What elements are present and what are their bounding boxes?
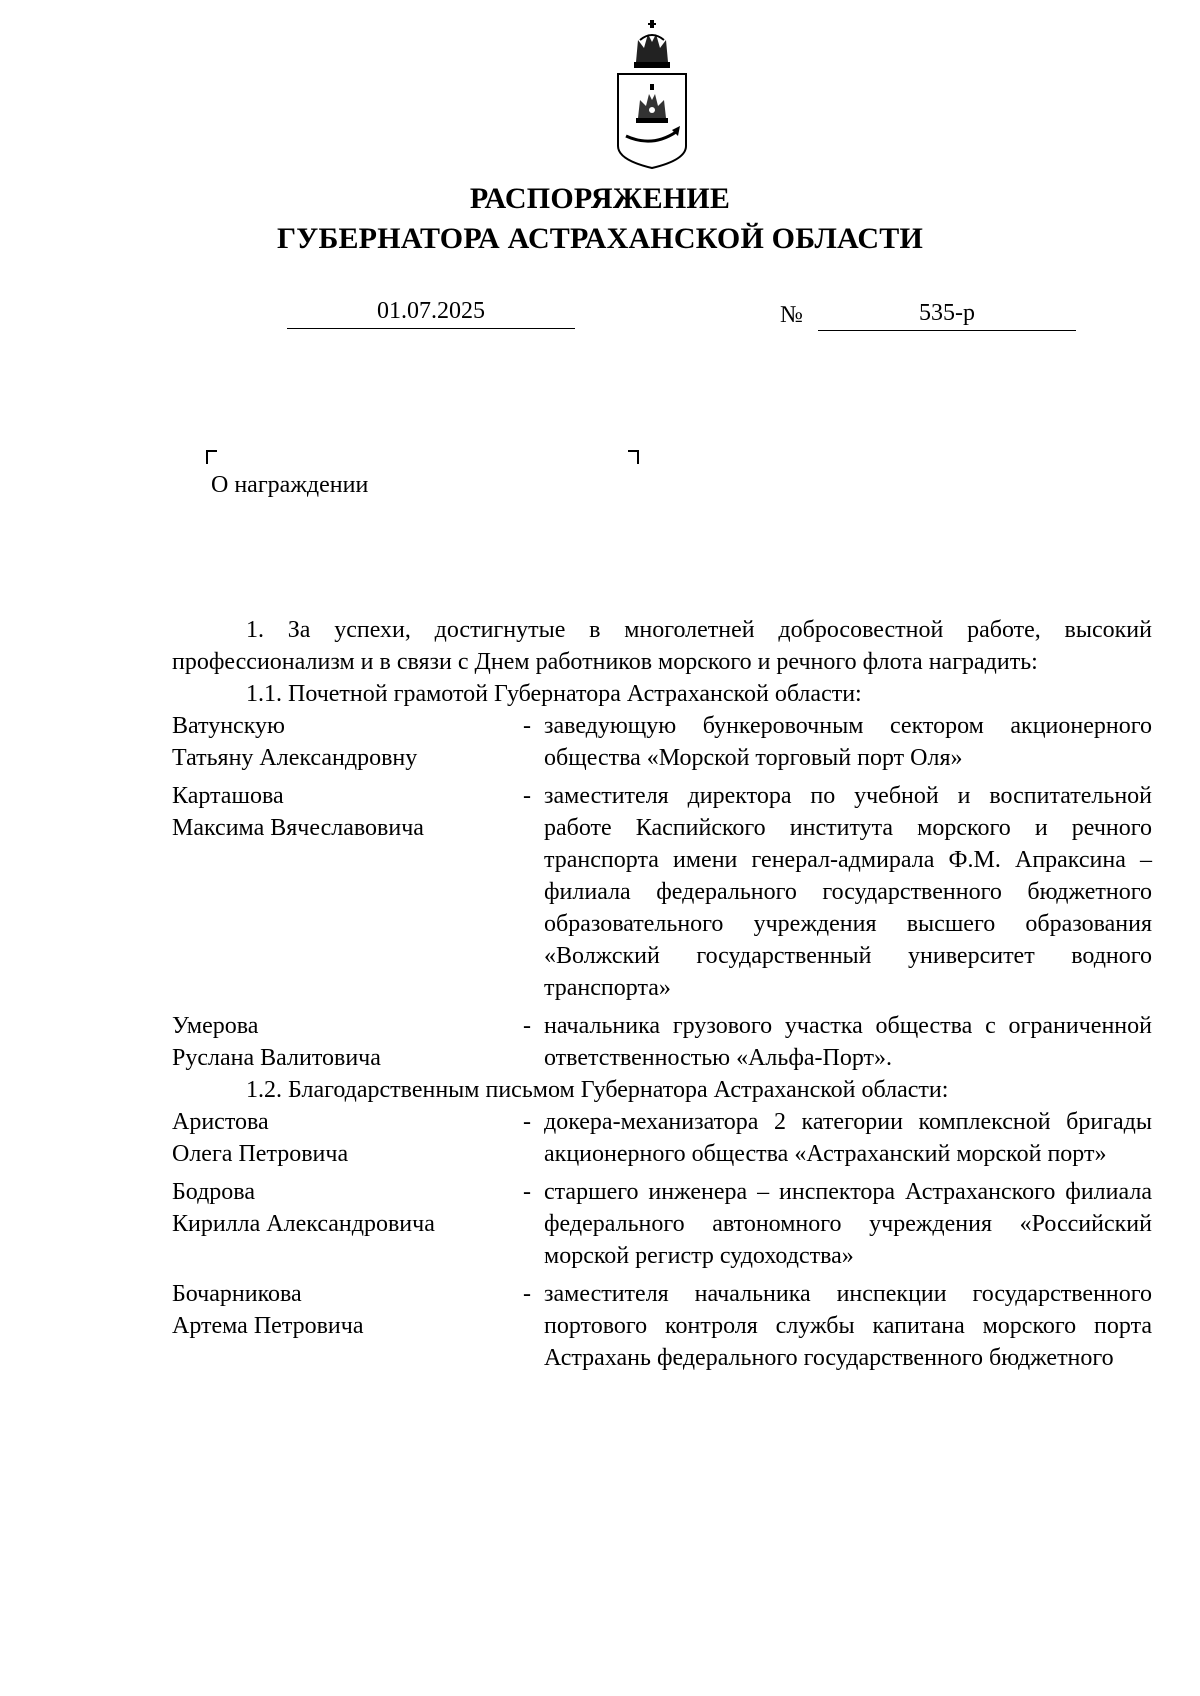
awardee-dash: -: [523, 1179, 531, 1205]
subject-corner-right: [628, 450, 639, 464]
awardee-name: [172, 1106, 510, 1170]
awardee-position: старшего инженера – инспектора Астраханского филиала федерального автономного учреждения «Российский морской регистр судоходства»: [544, 1179, 1152, 1269]
awardee-dash: -: [523, 783, 531, 809]
awardee-dash: -: [523, 1013, 531, 1039]
awardee-position: начальника грузового участка общества с ограниченной ответственностью «Альфа-Порт».: [544, 1013, 1152, 1071]
awardee-position: докера-механизатора 2 категории комплексной бригады акционерного общества «Астраханский морской порт»: [544, 1109, 1152, 1167]
awardee-given-names: Олега Петровича: [172, 1141, 349, 1167]
awardee-dash: -: [523, 1109, 531, 1135]
document-body: [172, 614, 1152, 1374]
awardee-given-names: Максима Вячеславовича: [172, 815, 424, 841]
awardee-row: [172, 1010, 1152, 1074]
awardee-name: [172, 780, 510, 844]
document-number: 535-р: [818, 298, 1076, 331]
subject-corner-left: [206, 450, 217, 464]
awardee-dash: -: [523, 713, 531, 739]
awardee-given-names: Татьяну Александровну: [172, 745, 418, 771]
awardee-position: заведующую бункеровочным сектором акционерного общества «Морской торговый порт Оля»: [544, 713, 1152, 771]
awardee-surname: Аристова: [172, 1109, 269, 1135]
awardee-position: заместителя начальника инспекции государственного портового контроля службы капитана морского порта Астрахань федерального государственного бюджетного: [544, 1281, 1152, 1371]
awardee-row: [172, 1106, 1152, 1170]
awardee-name: [172, 1278, 510, 1342]
awardee-surname: Ватунскую: [172, 713, 285, 739]
awardee-position: заместителя директора по учебной и воспитательной работе Каспийского института морского и речного транспорта имени генерал-адмирала Ф.М. Апраксина – филиала федерального государственного бюджетного образовательного учреждения высшего образования «Волжский государственный университет водного транспорта»: [544, 783, 1152, 1001]
awardee-row: [172, 1176, 1152, 1272]
awardee-name: [172, 1176, 510, 1240]
awardee-name: [172, 710, 510, 774]
number-label: №: [780, 302, 803, 328]
awardee-name: [172, 1010, 510, 1074]
document-title: РАСПОРЯЖЕНИЕ: [469, 182, 731, 215]
section-heading: 1.1. Почетной грамотой Губернатора Астраханской области:: [246, 681, 862, 707]
astrakhan-coat-of-arms-icon: [612, 18, 692, 170]
awardee-given-names: Кирилла Александровича: [172, 1211, 435, 1237]
awardee-given-names: Руслана Валитовича: [172, 1045, 381, 1071]
document-date: 01.07.2025: [287, 296, 575, 329]
awardee-surname: Умерова: [172, 1013, 259, 1039]
intro-paragraph: 1. За успехи, достигнутые в многолетней добросовестной работе, высокий профессионализм и в связи с Днем работников морского и речного флота наградить:: [172, 617, 1152, 675]
section-heading: 1.2. Благодарственным письмом Губернатора Астраханской области:: [246, 1077, 949, 1103]
awardee-row: [172, 1278, 1152, 1374]
awardee-surname: Карташова: [172, 783, 284, 809]
document-title-issuer: ГУБЕРНАТОРА АСТРАХАНСКОЙ ОБЛАСТИ: [276, 222, 924, 255]
awardee-row: [172, 710, 1152, 774]
awardee-given-names: Артема Петровича: [172, 1313, 364, 1339]
awardee-row: [172, 780, 1152, 1004]
awardee-dash: -: [523, 1281, 531, 1307]
awardee-surname: Бодрова: [172, 1179, 255, 1205]
document-subject: О награждении: [211, 472, 369, 498]
awardee-surname: Бочарникова: [172, 1281, 302, 1307]
